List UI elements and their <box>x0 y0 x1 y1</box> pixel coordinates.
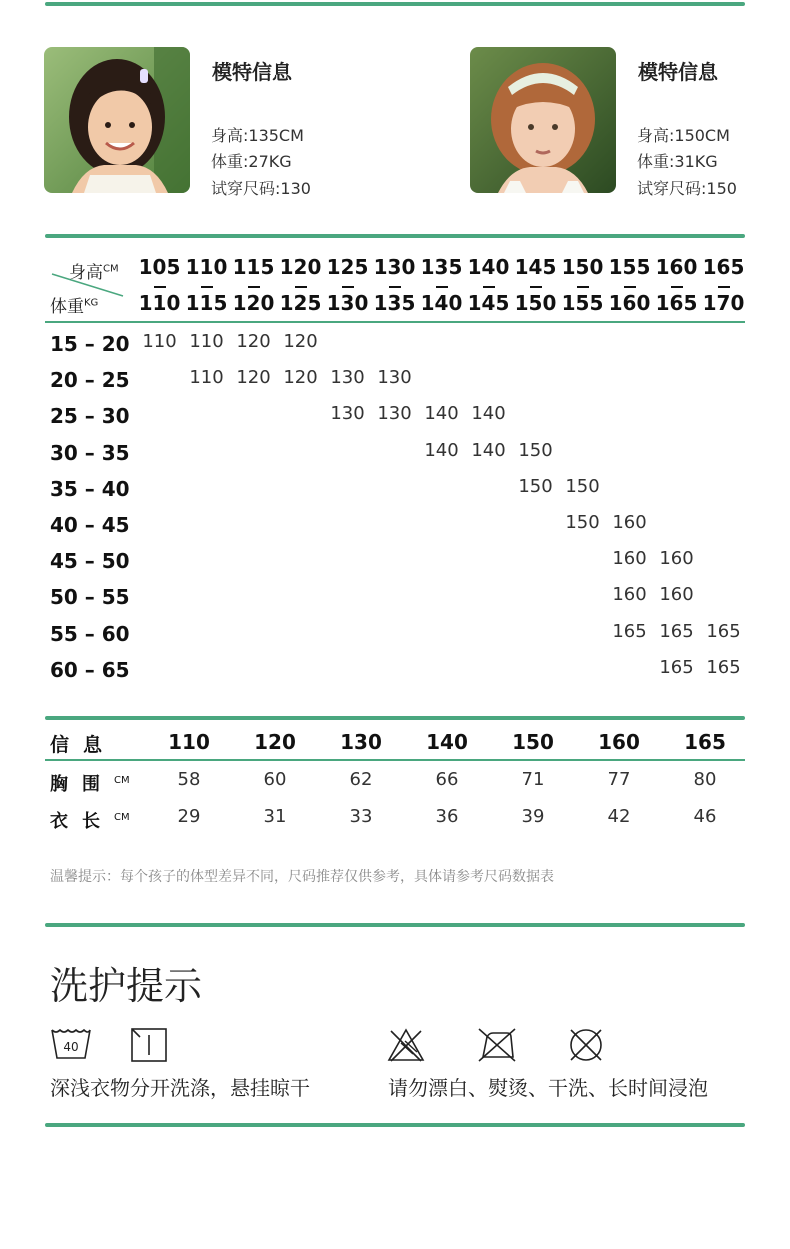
height-to-155: 155 <box>561 291 604 315</box>
size-recommendation-cell: 150 <box>565 475 600 497</box>
height-from-160: 160 <box>655 255 698 279</box>
model-size-1: 试穿尺码:130 <box>211 179 311 198</box>
height-to-160: 160 <box>608 291 651 315</box>
info-value-cell: 29 <box>177 806 201 827</box>
info-row-unit: CM <box>114 812 130 823</box>
no-iron-icon <box>477 1027 517 1067</box>
top-divider <box>45 2 745 6</box>
size-tip: 温馨提示：每个孩子的体型差异不同，尺码推荐仅供参考，具体请参考尺码数据表 <box>50 869 554 885</box>
height-from-165: 165 <box>702 255 745 279</box>
info-row-text: 胸围 <box>50 774 114 795</box>
height-from-125: 125 <box>326 255 369 279</box>
height-axis-text: 身高 <box>69 263 103 283</box>
size-recommendation-cell: 165 <box>659 620 694 642</box>
weight-range-label: 25 – 30 <box>50 404 130 429</box>
wash-temp-text: 40 <box>63 1040 79 1054</box>
size-recommendation-cell: 140 <box>424 439 459 461</box>
height-axis-label <box>69 258 119 283</box>
no-dry-clean-icon <box>567 1026 605 1068</box>
size-recommendation-cell: 130 <box>330 367 365 389</box>
info-header-text: 信息 <box>50 734 117 756</box>
care-top-divider <box>45 923 745 927</box>
size-recommendation-cell: 165 <box>659 656 694 678</box>
model-photo-1 <box>44 47 190 193</box>
size-recommendation-cell: 160 <box>659 584 694 606</box>
info-value-cell: 66 <box>435 769 459 790</box>
info-table-top-divider <box>45 716 745 720</box>
care-right-text: 请勿漂白、熨烫、干洗、长时间浸泡 <box>388 1076 708 1100</box>
info-value-cell: 36 <box>435 806 459 827</box>
weight-range-label: 40 – 45 <box>50 513 130 537</box>
size-recommendation-cell: 160 <box>659 548 694 570</box>
info-header-divider <box>45 759 745 761</box>
size-recommendation-cell: 160 <box>612 512 647 533</box>
info-value-cell: 60 <box>263 769 287 790</box>
info-value-cell: 33 <box>349 806 373 827</box>
weight-range-label: 60 – 65 <box>50 657 130 682</box>
size-recommendation-cell: 140 <box>424 403 459 425</box>
size-recommendation-cell: 110 <box>189 331 224 352</box>
info-size-165: 165 <box>684 730 726 754</box>
size-recommendation-cell: 120 <box>236 367 271 389</box>
range-dash <box>201 286 213 288</box>
info-size-120: 120 <box>254 730 296 754</box>
info-value-cell: 58 <box>177 769 201 790</box>
weight-range-label: 15 – 20 <box>50 332 130 356</box>
weight-axis-text: 体重 <box>50 297 84 317</box>
info-row-unit: CM <box>114 775 130 786</box>
bottom-divider <box>45 1123 745 1127</box>
range-dash <box>671 286 683 288</box>
info-size-150: 150 <box>512 730 554 754</box>
info-value-cell: 31 <box>263 806 287 827</box>
size-recommendation-cell: 150 <box>518 439 553 461</box>
model-weight-1: 体重:27KG <box>211 152 292 171</box>
height-from-145: 145 <box>514 255 557 279</box>
range-dash <box>530 286 542 288</box>
info-value-cell: 42 <box>607 806 631 827</box>
info-row-label <box>50 770 130 796</box>
height-from-105: 105 <box>138 255 181 279</box>
size-recommendation-cell: 160 <box>612 548 647 570</box>
model-photo-2 <box>470 47 616 193</box>
weight-range-label: 35 – 40 <box>50 476 130 501</box>
care-title: 洗护提示 <box>50 964 203 1008</box>
weight-range-label: 20 – 25 <box>50 368 130 393</box>
size-recommendation-cell: 130 <box>377 367 412 389</box>
range-dash <box>577 286 589 288</box>
height-to-130: 130 <box>326 291 369 315</box>
wash-40-icon <box>50 1026 92 1066</box>
height-from-150: 150 <box>561 255 604 279</box>
info-value-cell: 71 <box>521 769 545 790</box>
height-to-145: 145 <box>467 291 510 315</box>
model-info-title-1: 模特信息 <box>212 60 292 84</box>
height-from-120: 120 <box>279 255 322 279</box>
info-value-cell: 39 <box>521 806 545 827</box>
weight-range-label: 55 – 60 <box>50 621 130 646</box>
range-dash <box>436 286 448 288</box>
info-value-cell: 77 <box>607 769 631 790</box>
info-row-text: 衣长 <box>50 811 114 832</box>
line-dry-icon <box>130 1027 168 1067</box>
size-recommendation-cell: 165 <box>706 656 741 678</box>
care-left-text: 深浅衣物分开洗涤，悬挂晾干 <box>50 1076 310 1100</box>
weight-axis-label <box>50 292 98 317</box>
size-recommendation-cell: 130 <box>330 403 365 425</box>
size-recommendation-cell: 110 <box>142 331 177 352</box>
weight-range-label: 30 – 35 <box>50 440 130 465</box>
info-size-130: 130 <box>340 730 382 754</box>
height-from-130: 130 <box>373 255 416 279</box>
info-size-110: 110 <box>168 730 210 754</box>
range-dash <box>389 286 401 288</box>
height-to-110: 110 <box>138 291 181 315</box>
range-dash <box>342 286 354 288</box>
height-to-115: 115 <box>185 291 228 315</box>
no-bleach-icon <box>387 1027 425 1067</box>
size-recommendation-cell: 160 <box>612 584 647 606</box>
height-to-150: 150 <box>514 291 557 315</box>
height-from-135: 135 <box>420 255 463 279</box>
size-recommendation-cell: 165 <box>706 620 741 642</box>
size-recommendation-cell: 150 <box>518 475 553 497</box>
model-info-title-2: 模特信息 <box>638 60 718 84</box>
height-axis-unit: CM <box>103 263 119 275</box>
info-size-140: 140 <box>426 730 468 754</box>
size-table-top-divider <box>45 234 745 238</box>
weight-range-label: 45 – 50 <box>50 549 130 574</box>
weight-range-label: 50 – 55 <box>50 585 130 610</box>
size-recommendation-cell: 120 <box>236 331 271 352</box>
height-from-115: 115 <box>232 255 275 279</box>
height-to-165: 165 <box>655 291 698 315</box>
info-header-label <box>50 730 116 757</box>
size-header-divider <box>45 321 745 323</box>
height-to-135: 135 <box>373 291 416 315</box>
info-value-cell: 80 <box>693 769 717 790</box>
height-to-170: 170 <box>702 291 745 315</box>
model-weight-2: 体重:31KG <box>637 152 718 171</box>
height-from-110: 110 <box>185 255 228 279</box>
info-row-label <box>50 807 130 833</box>
range-dash <box>483 286 495 288</box>
range-dash <box>624 286 636 288</box>
info-size-160: 160 <box>598 730 640 754</box>
size-recommendation-cell: 130 <box>377 403 412 425</box>
range-dash <box>295 286 307 288</box>
height-to-125: 125 <box>279 291 322 315</box>
info-value-cell: 62 <box>349 769 373 790</box>
size-recommendation-cell: 120 <box>283 367 318 389</box>
size-recommendation-cell: 110 <box>189 367 224 389</box>
height-from-140: 140 <box>467 255 510 279</box>
model-height-1: 身高:135CM <box>211 126 304 145</box>
info-value-cell: 46 <box>693 806 717 827</box>
height-to-140: 140 <box>420 291 463 315</box>
size-recommendation-cell: 150 <box>565 512 600 533</box>
height-to-120: 120 <box>232 291 275 315</box>
size-recommendation-cell: 165 <box>612 620 647 642</box>
size-recommendation-cell: 140 <box>471 439 506 461</box>
weight-axis-unit: KG <box>84 297 99 309</box>
range-dash <box>718 286 730 288</box>
size-recommendation-cell: 120 <box>283 331 318 352</box>
model-height-2: 身高:150CM <box>637 126 730 145</box>
model-size-2: 试穿尺码:150 <box>637 179 737 198</box>
size-recommendation-cell: 140 <box>471 403 506 425</box>
range-dash <box>248 286 260 288</box>
range-dash <box>154 286 166 288</box>
height-from-155: 155 <box>608 255 651 279</box>
